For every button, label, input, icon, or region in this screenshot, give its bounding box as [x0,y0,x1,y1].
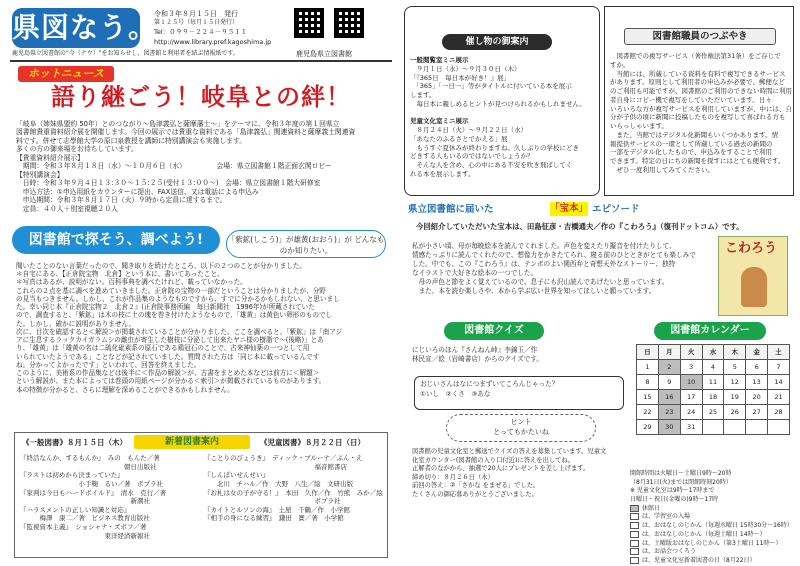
episode-line: また、本を読む楽しさや、本から学ぶ広い世界を知ってほしいと願っています。 [412,287,656,296]
calendar-day: 28 [768,405,790,420]
calendar-day: 3 [680,360,702,375]
search-line: これらの２点を基に調べを進めていきました。正倉院の宝物の一部だということは分かりましたが、分野 [16,286,326,295]
exhibition-line: 「あなたのふるさとでかえる」展 [410,134,508,143]
calendar-note: 開館時間は火曜日～土曜日9時～20時 [630,470,732,477]
book-entry: 北川 チハル／作 大野 八生／絵 文研出版 [204,479,354,488]
calendar-week-row [637,360,790,375]
staff-line: のご利用も可能ですが、図書館のご利用のできない時間に利用 [610,87,792,96]
book-entry: 『カイトとルソンの海』 土屋 千鶴／作 小学館 [204,505,351,514]
newsletter-subtitle: 鹿児島県立図書館の"今（ナウ）"をお知らせし、図書館と利用者を結ぶ情報紙です。 [12,50,239,57]
calendar-legend [630,548,796,557]
episode-line: した。中でも、この『こわろう』は、テンポのよい関西弁と奇想天外なストーリー、独特 [412,260,676,269]
qr-code-icon [294,8,324,38]
square-mark-icon [630,531,639,538]
quiz-question-box [414,376,624,410]
staff-line: 分が子供の頃に新聞に投稿したものを複写して喜ばれる方も [610,113,786,122]
quiz-intro-line: にじいろのほん『さんねん峠』李錦玉／作 [412,346,538,354]
book-entry: 東洋経済新報社 [20,531,150,540]
search-section-body [16,262,388,394]
staff-line: また、当館ではデジタル化新聞もいくつかあります。情 [610,130,779,139]
quiz-intro [412,346,622,364]
search-line: ＊写真はあるが、説明がない。百科事典を調べたけれど、載っていなかった。 [16,278,247,287]
search-line: り、「雄黄」は「雄黄の名は二硫化砒素系の原石である鶏冠石のことで、古来神仙薬の一つとして用 [16,344,310,353]
episode-line: 情感たっぷりに読んでくれたので、想像力をかきたてられ、寝る前のひとときがとても楽しみで [412,251,696,260]
weekday-header: 木 [724,345,746,360]
hot-news-line: 期間：令和３年８月１８日（水）～１０月６日（水） 会場：県立図書館１階正面玄関ロビー [16,162,332,171]
book-entry: 『監視資本主義』 ショシャナ・ズボフ／著 [20,523,147,532]
hot-news-line: 【特別講演会】 [16,170,64,179]
book-entry: 新潮社 [20,497,150,506]
episode-title: 県立図書館に届いた [408,204,494,215]
calendar-day: 20 [746,390,768,405]
staff-column-title: 図書館職員のつぶやき [624,28,776,45]
exhibition-line: 「『365日 毎日本が好き！』展」 [410,73,511,82]
star-mark-icon [630,522,639,529]
hot-news-line: 申込期間：令和３年８月１７日（火）９時から定員に達するまで。 [16,196,227,205]
quiz-choices: ①いし ②くさ ③あな [420,389,491,398]
hot-news-line: 図書館貴重資料紹介展を開催します。今回の展示では貴重な資料である「島津義弘」関連資料と薩摩義士関連資 [16,128,356,137]
staff-line: 報提供サービスの一環として所蔵している過去の新聞の [610,139,773,148]
book-entry: 『お札は女の子が守る！』 本田 久作／作 竹熊 みか／絵 [204,488,383,497]
calendar-day: 22 [637,405,659,420]
search-line: アに生息するラックカイガラムシの雌虫が寄生した樹枝に分泌して出来たヤニ様の樹脂で～(後略)」とあ [16,336,324,345]
book-cover-figure [741,267,767,307]
staff-line: できます。特定の日にちの新聞を探すにはとても便利です。 [610,157,785,166]
calendar-day: 1 [637,360,659,375]
calendar-legend [630,531,796,540]
general-books-heading: 《一般図書》８月１５日（木） [22,438,127,447]
calendar-legend [630,557,796,566]
book-cover-image [718,236,788,316]
exhibition-line: 一般閲覧室ミニ展示 [410,56,469,64]
episode-highlight: 「宝本」 [550,203,589,214]
book-entry: 朝日出版社 [20,462,157,471]
search-line: 本の特徴が分かると、さらに理解を深めることができるかもしれません。 [16,385,234,394]
episode-lead: 今回紹介していただいた宝本は、田島征彦・吉橋通夫／作の『こわろう』（復刊ドットコム）です。 [416,222,744,231]
search-line: の見当もつきません。しかし、これが作品集のようなものですから、すでに分かるかもしれない、と思いまし [16,294,340,303]
weekday-header: 水 [702,345,724,360]
search-line: た。しかし、確かに説明がありません。 [16,319,136,328]
exhibition-title: 催し物の御案内 [442,34,552,50]
hot-news-headline: 語り継ごう！岐阜との絆！ [51,83,351,111]
staff-line: があります。原則として利用者の申込みが必要で、郵便など [610,78,785,87]
quiz-intro-line: 林民宣／絵（岩崎書店）からのクイズです。 [412,354,543,363]
quiz-hint-label: ヒント [510,418,532,426]
legend-label: は、土曜版おはなしのじかん（第3土曜日 11時～） [642,539,782,547]
calendar-day: 2 [658,360,680,375]
episode-line: 母の声色と節をよく覚えているので、息子にも沢山読んであげたいと思っています。 [412,278,669,287]
issue-number: 第１２５号（毎月１５日発行） [154,19,239,26]
weekday-header: 土 [768,345,790,360]
episode-line: 私が小さい頃、母が毎晩絵本を読んでくれました。声色を変えたり擬音を付けたりして、 [412,242,676,250]
calendar-note: （8月31日(火)までは閉館時刻20時） [630,478,732,486]
right-page [402,4,796,562]
book-entry: 『ラストは初めから決まっていた』 [20,471,124,480]
staff-line: 当館には、所蔵している資料を有料で複写できるサービス [610,69,786,78]
left-page [4,4,398,562]
search-line: ので、調査すると、「紫鉱」は木の枝に土の塊を巻き付けたようなもので、「雄黄」は黄色い卵形のものでし [16,311,333,320]
closed-swatch-icon [630,505,639,512]
staff-line: 者自身にコピー機で複写をしていただいています。日々 [610,95,772,104]
calendar-day [768,420,790,435]
calendar-day: 4 [702,360,724,375]
calendar-day: 10 [680,375,702,390]
calendar-day: 17 [680,390,702,405]
library-calendar [636,344,790,435]
calendar-badge: 図書館カレンダー [654,322,766,340]
staff-line: すか。 [610,60,630,69]
exhibition-body [410,56,596,179]
calendar-day: 19 [724,390,746,405]
search-line: 次に、目次を確認すると＜解説＞が掲載されていることが分かりました。ここを調べると、「紫鉱」は「南アジ [16,327,343,336]
triangle-mark-icon [630,540,639,547]
general-books-list [20,454,200,540]
quiz-badge: 図書館クイズ [444,322,544,340]
hot-news-line: 「岐阜（姉妹県盟約 50年）とのつながり～島津義弘と薩摩藩士～」をテーマに、令和３年度の第１回県立 [16,120,340,128]
exhibition-line: そんな人を含め、心の中にある不安を吹き飛ばしてく [410,161,573,170]
exhibition-line: 児童文化室ミニ展示 [410,117,469,126]
calendar-day: 7 [768,360,790,375]
episode-title-suffix: エピソード [592,204,640,215]
children-books-list [204,454,386,523]
calendar-day: 12 [724,375,746,390]
quiz-question: おじいさんはなにつまずいてころんじゃった？ [420,380,559,388]
dot-mark-icon [630,557,639,564]
calendar-day: 24 [680,405,702,420]
book-entry: 福音館書店 [204,462,347,471]
calendar-day: 11 [702,375,724,390]
exhibition-line: もうすぐ夏休みが終わりますね。久しぶりの学校にどき [410,143,579,152]
quiz-line: 正解者のなかから、抽選で20人にプレゼントを差し上げます。 [412,465,590,472]
hot-news-body [16,120,388,213]
quiz-line: たくさんの御応募ありがとうございました。 [412,490,538,498]
search-line: 聞いたことのない言葉だったので、聞き取りを続けたところ、以下の２つのことが分かりました。 [16,262,306,270]
legend-label: は、お話会つくろう [642,548,697,556]
calendar-day: 14 [768,375,790,390]
search-line: いられていたようである」ことなどが記されていました。質問された方は「同じ本に載っているんです [16,352,320,361]
quiz-line: 前回の答え：②「さかな をまぜる」でした。 [412,482,540,489]
exhibition-line: どきする人もいるのではないでしょうか？ [410,152,534,161]
book-entry: 梅澤 康二／著 ビジネス教育出版社 [20,514,150,523]
calendar-legend [630,522,796,531]
book-entry: 小手鞠 るい／著 ポプラ社 [20,479,163,488]
episode-line: なイラストで大好きな絵本の一つでした。 [412,269,538,278]
diamond-mark-icon [630,548,639,555]
calendar-day: 6 [746,360,768,375]
book-entry: 『相手の身になる練習』 鎌田 實／著 小学館 [204,514,344,523]
calendar-day [724,420,746,435]
weekday-header: 火 [680,345,702,360]
calendar-legend [630,540,796,549]
calendar-week-row [637,420,790,435]
hot-news-line: 定員：４０人＋別室視聴２０人 [16,204,118,213]
qr-code-icon [334,8,364,38]
quiz-line: 締め切り：８月２６日（木） [412,473,494,481]
newsletter-logo: 県図なう。 [12,8,140,48]
calendar-day: 23 [658,405,680,420]
calendar-day: 5 [724,360,746,375]
calendar-week-row [637,405,790,420]
masthead-divider [10,60,392,62]
calendar-day [746,420,768,435]
hot-news-line: 申込方法：①申込用紙をカウンターに提出、FAX送信、又は電話による申込み [16,187,259,196]
quiz-hint-box [446,414,596,442]
staff-line: いろいろな方が複写サービスを利用していますが、中には、自 [610,104,792,113]
calendar-day: 18 [702,390,724,405]
weekday-header: 日 [637,345,659,360]
book-entry: ポプラ社 [204,497,341,506]
search-line: た。幸い同じ本『正倉院宝物２ 北倉２』(正倉院事務所編 毎日新聞社 1996年)が所蔵されていた [16,303,315,312]
new-books-badge: 新着図書案内 [134,435,250,449]
legend-label: は、おはなしのじかん（毎週土曜日 14時～） [642,530,766,538]
quiz-line: 化室カウンター(図書館の入り口付近)に答えを出してね。 [412,456,575,464]
search-line: このように、美術系の作品集などは後半に＜作品の解説＞が、古書をまとめた本などは前方に＜解題＞ [16,369,320,378]
calendar-header-row [637,345,790,360]
hot-news-banner: ホットニュース [18,66,114,82]
calendar-day: 13 [746,375,768,390]
exhibition-line: れる本を展示します。 [410,169,475,178]
legend-label: は、おはなしのじかん（毎週水曜日 15時30分～16時） [642,522,793,530]
staff-line: 一部をデジタル化したもので、申込みをすることで利用 [610,148,772,157]
quiz-body [412,448,626,499]
calendar-day: 29 [637,420,659,435]
calendar-legend [630,513,796,522]
hot-news-line: 【貴重資料紹介展示】 [16,153,84,162]
exhibition-line: します。 [410,91,436,100]
calendar-day: 26 [724,405,746,420]
weekday-header: 金 [746,345,768,360]
calendar-day: 27 [746,405,768,420]
book-entry: 『ハラスメントの正しい知識と対応』 [20,505,131,514]
calendar-day: 15 [637,390,659,405]
book-entry: 『しんぱいせんせい』 [204,471,269,480]
circle-mark-icon [630,513,639,520]
question-bubble: 「紫鉱(しこう)」が雄黄(おおう)」が どんなものか知りたい。 [226,230,386,258]
staff-line: 図書館での複写サービス（著作権法第31条）をご存じで [610,52,781,60]
search-line: という解説が、また本によっては巻頭の用紙ページが分かる＜索引＞が掲載されているものがあります。 [16,377,326,386]
library-phone: Tel：０９９－２２４－９５１１ [154,28,248,36]
exhibition-line: 毎日本に親しめるヒントが見つけられるかもしれません。 [410,99,586,108]
calendar-day: 30 [658,420,680,435]
legend-label: は、児童文化室新着図書の日（8月22日） [642,556,756,564]
calendar-day: 25 [702,405,724,420]
search-section-title: 図書館で探そう、調べよう! [12,226,220,254]
staff-line: ぜひ一度利用してみてください。 [610,165,714,174]
issue-date: 令和３年８月１５日 発行 [154,10,238,18]
weekday-header: 月 [658,345,680,360]
search-line: ＊自宅にある、【正倉院宝物 北倉】という本に、書いてあったこと。 [16,270,224,279]
calendar-day: 16 [658,390,680,405]
hot-news-line: 多くの方の御来場をお待ちしています。 [16,145,138,154]
quiz-hint-text: とってもかたいね [493,427,549,436]
hot-news-line: 日時：令和３年９月４日１３:３０～１５:２５(受付１３:００～) 会場：県立図書館１階大研修室 [16,179,321,188]
book-cover-title: こわろう [725,241,778,256]
calendar-week-row [637,375,790,390]
book-entry: 『家判は今日もハードボイルド』 清水 克行／著 [20,488,167,497]
quiz-line: 図書館の児童文化室と郵送でクイズの答えを募集しています。児童文 [412,448,607,455]
book-entry: 『終活なんか、するもんか』 みの もんた／著 [20,454,160,462]
calendar-week-row [637,390,790,405]
hot-news-line: 料です。併せて志學館大学の原口泉教授を講師に特別講演会も実施します。 [16,136,247,145]
legend-label: 休館日 [642,504,661,512]
staff-line: いらっしゃいます。 [610,122,668,131]
book-entry: 『ことりのびょうき』 ディック・ブルーナ／ぶん・え [204,454,363,462]
calendar-day [702,420,724,435]
staff-column-body [610,52,792,175]
calendar-day: 31 [680,420,702,435]
exhibition-line: ８月２４日（火）～９月２２日（水） [410,126,527,135]
children-books-heading: 《児童図書》８月２２日（日） [260,438,365,447]
calendar-note: 日曜日・祝日(金曜の)9時～17時 [630,496,719,504]
episode-body [412,242,712,297]
legend-label: は、学習室の入場 [642,513,691,521]
calendar-day: 9 [658,375,680,390]
library-name: 鹿児島県立図書館 [296,50,352,58]
library-url[interactable]: http://www.library.pref.kagoshima.jp [154,38,272,46]
calendar-note: ※ 児童文化室は9時～17時まで [630,487,715,495]
exhibition-line: 「365」「一日一」等がタイトルに付いている本を展示 [410,82,572,91]
calendar-day: 21 [768,390,790,405]
calendar-notes [630,470,796,566]
search-line: ね。分かってよかったです」といわれて、回答を終えました。 [16,360,201,369]
exhibition-line: ９月１日（水）～９月３０日（木） [410,64,521,73]
calendar-day: 8 [637,375,659,390]
